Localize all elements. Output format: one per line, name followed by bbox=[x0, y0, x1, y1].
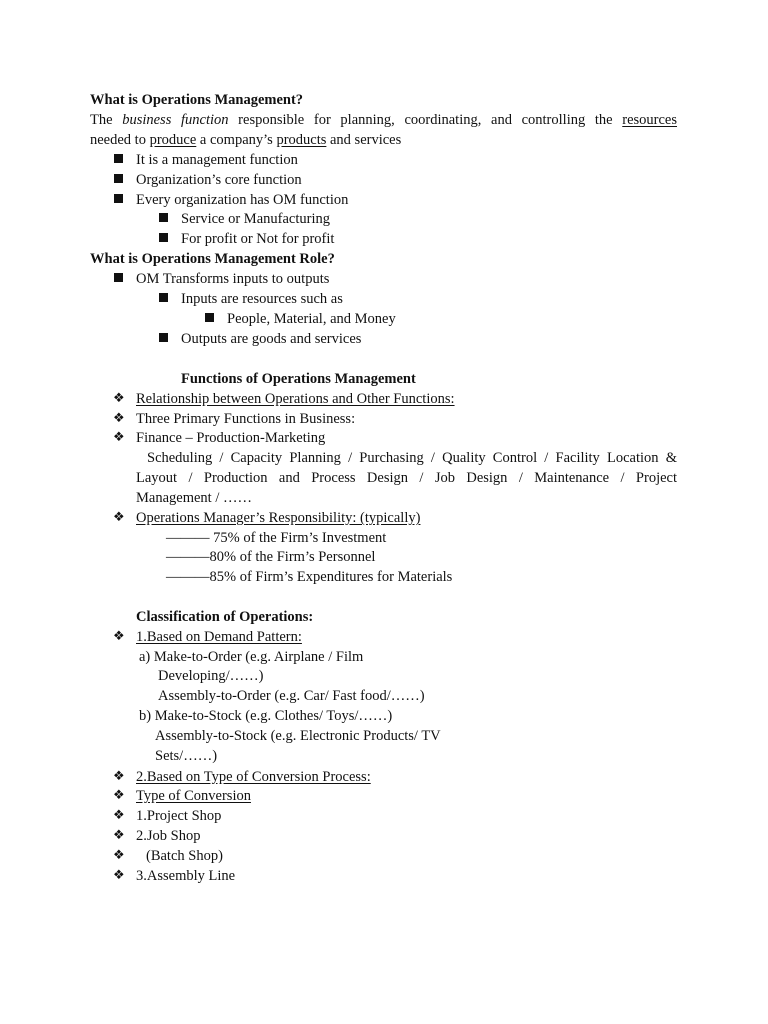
square-bullet-icon bbox=[159, 213, 168, 222]
square-bullet-icon bbox=[205, 313, 214, 322]
diamond-bullet-icon: ❖ bbox=[113, 788, 125, 803]
intro-products-link: products bbox=[276, 132, 327, 148]
heading-what-is-om: What is Operations Management? bbox=[90, 92, 304, 108]
intro-produce-link: produce bbox=[149, 132, 197, 148]
sub-bullet-text: For profit or Not for profit bbox=[181, 231, 335, 247]
job-shop-text: 2.Job Shop bbox=[136, 828, 201, 844]
square-bullet-icon bbox=[114, 194, 123, 203]
intro-resources-link: resources bbox=[622, 112, 678, 128]
square-bullet-icon bbox=[159, 333, 168, 342]
percent-investment: ——— 75% of the Firm’s Investment bbox=[166, 530, 387, 546]
conversion-process-text: 2.Based on Type of Conversion Process: bbox=[136, 769, 371, 785]
heading-functions-om: Functions of Operations Management bbox=[181, 371, 416, 387]
diamond-bullet-icon: ❖ bbox=[113, 629, 125, 644]
diamond-bullet-icon: ❖ bbox=[113, 391, 125, 406]
type-of-conversion-text: Type of Conversion bbox=[136, 788, 251, 804]
diamond-bullet-icon: ❖ bbox=[113, 848, 125, 863]
bullet-text: It is a management function bbox=[136, 152, 298, 168]
assembly-to-stock-cont: Sets/……) bbox=[155, 748, 218, 764]
three-functions-text: Three Primary Functions in Business: bbox=[136, 411, 356, 427]
functions-list-line-3: Management / …… bbox=[136, 490, 252, 506]
sub-bullet-text: Inputs are resources such as bbox=[181, 291, 343, 307]
intro-business-function: business function bbox=[122, 112, 229, 128]
sub-bullet-text: Outputs are goods and services bbox=[181, 331, 362, 347]
intro-line-1 bbox=[90, 110, 677, 130]
sub-bullet-text: Service or Manufacturing bbox=[181, 211, 330, 227]
functions-list-line-2: Layout / Production and Process Design / Job Design / Maintenance / Project bbox=[136, 470, 677, 486]
percent-materials: ———85% of Firm’s Expenditures for Materials bbox=[166, 569, 453, 585]
diamond-bullet-icon: ❖ bbox=[113, 769, 125, 784]
project-shop-text: 1.Project Shop bbox=[136, 808, 222, 824]
bullet-text: OM Transforms inputs to outputs bbox=[136, 271, 330, 287]
square-bullet-icon bbox=[159, 293, 168, 302]
heading-om-role: What is Operations Management Role? bbox=[90, 251, 335, 267]
heading-classification: Classification of Operations: bbox=[136, 609, 314, 625]
functions-list-line-1: Scheduling / Capacity Planning / Purchasing / Quality Control / Facility Location & bbox=[147, 450, 677, 466]
intro-text: and services bbox=[326, 132, 402, 148]
square-bullet-icon bbox=[159, 233, 168, 242]
diamond-bullet-icon: ❖ bbox=[113, 510, 125, 525]
intro-line-2 bbox=[90, 130, 401, 150]
responsibility-text: Operations Manager’s Responsibility: (typically) bbox=[136, 510, 421, 526]
batch-shop-text: (Batch Shop) bbox=[146, 848, 223, 864]
finance-text: Finance – Production-Marketing bbox=[136, 430, 326, 446]
make-to-order-cont: Developing/……) bbox=[158, 668, 264, 684]
sub-sub-bullet-text: People, Material, and Money bbox=[227, 311, 396, 327]
diamond-bullet-icon: ❖ bbox=[113, 828, 125, 843]
make-to-order-text: a) Make-to-Order (e.g. Airplane / Film bbox=[139, 649, 364, 665]
square-bullet-icon bbox=[114, 273, 123, 282]
intro-text: a company’s bbox=[196, 132, 277, 148]
percent-personnel: ———80% of the Firm’s Personnel bbox=[166, 549, 376, 565]
square-bullet-icon bbox=[114, 154, 123, 163]
relationship-text: Relationship between Operations and Other Functions: bbox=[136, 391, 455, 407]
diamond-bullet-icon: ❖ bbox=[113, 868, 125, 883]
intro-text: responsible for planning, coordinating, and controlling the bbox=[228, 112, 623, 128]
diamond-bullet-icon: ❖ bbox=[113, 411, 125, 426]
make-to-stock-text: b) Make-to-Stock (e.g. Clothes/ Toys/……) bbox=[139, 708, 393, 724]
square-bullet-icon bbox=[114, 174, 123, 183]
assembly-line-text: 3.Assembly Line bbox=[136, 868, 236, 884]
diamond-bullet-icon: ❖ bbox=[113, 430, 125, 445]
assembly-to-stock-text: Assembly-to-Stock (e.g. Electronic Products/ TV bbox=[155, 728, 441, 744]
intro-text: needed to bbox=[90, 132, 150, 148]
bullet-text: Every organization has OM function bbox=[136, 192, 349, 208]
demand-pattern-text: 1.Based on Demand Pattern: bbox=[136, 629, 302, 645]
diamond-bullet-icon: ❖ bbox=[113, 808, 125, 823]
assembly-to-order-text: Assembly-to-Order (e.g. Car/ Fast food/……) bbox=[158, 688, 425, 704]
intro-text: The bbox=[90, 112, 123, 128]
bullet-text: Organization’s core function bbox=[136, 172, 302, 188]
